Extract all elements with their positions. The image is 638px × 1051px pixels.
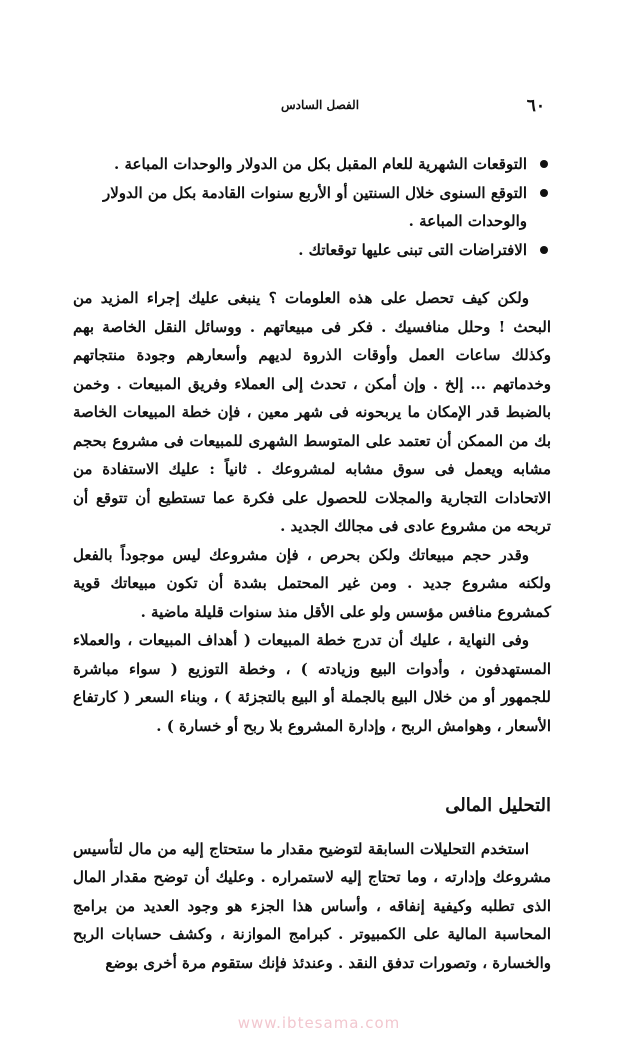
bullet-icon: [540, 246, 548, 254]
page-number: ٦٠: [526, 96, 545, 116]
watermark: www.ibtesama.com: [237, 1014, 401, 1032]
page-body: [73, 150, 551, 977]
paragraph-research: ولكن كيف تحصل على هذه العلومات ؟ ينبغى عليك إجراء المزيد من البحث ! وحلل منافسيك . فكر فى مبيعاتهم . ووسائل النقل الخاصة بهم وكذلك ساعات العمل وأوقات الذروة لديهم وأسعارهم وجودة منتجاتهم وخدماتهم ... إلخ . وإن أمكن ، تحدث إلى العملاء وفريق المبيعات . وخمن بالضبط قدر الإمكان ما يربحونه فى شهر معين ، فإن خطة المبيعات الخاصة بك من الممكن أن تعتمد على المتوسط الشهرى للمبيعات فى مشروع بحجم مشابه ويعمل فى سوق مشابه لمشروعك . ثانياً : عليك الاستفادة من الاتحادات التجارية والمجلات للحصول على فكرة عما تستطيع أن تتوقع أن تربحه من مشروع عادى فى مجالك الجديد .: [73, 289, 551, 535]
paragraph-financial-analysis: استخدم التحليلات السابقة لتوضيح مقدار ما ستحتاج إليه من مال لتأسيس مشروعك وإدارته ، وما تحتاج إليه لاستمراره . وعليك أن توضح مقدار المال الذى تطلبه وكيفية إنفاقه ، وأساس هذا الجزء هو وجود العديد من برامج المحاسبة المالية على الكمبيوتر . كبرامج الموازنة ، وكشف حسابات الربح والخسارة ، وتصورات تدفق النقد . وعندئذ فإنك ستقوم مرة أخرى بوضع: [73, 839, 551, 972]
running-head: [95, 96, 545, 118]
bullet-text: التوقع السنوى خلال السنتين أو الأربع سنوات القادمة بكل من الدولار والوحدات المباعة .: [102, 183, 527, 230]
paragraph-estimate-sales: وقدر حجم مبيعاتك ولكن بحرص ، فإن مشروعك ليس موجوداً بالفعل ولكنه مشروع جديد . ومن غير المحتمل بشدة أن تكون مبيعاتك قوية كمشروع منافس مؤسس ولو على الأقل منذ سنوات قليلة ماضية .: [73, 545, 551, 621]
chapter-title: الفصل السادس: [280, 98, 360, 112]
bullet-item: [73, 236, 551, 265]
bullet-list: [73, 150, 551, 264]
bullet-icon: [540, 160, 548, 168]
paragraph-sales-plan: وفى النهاية ، عليك أن تدرج خطة المبيعات ( أهداف المبيعات ، والعملاء المستهدفون ، وأدوات البيع وزيادته ) ، وخطة التوزيع ( سواء مباشرة للجمهور أو من خلال البيع بالجملة أو البيع بالتجزئة ) ، وبناء السعر ( كارتفاع الأسعار ، وهوامش الربح ، وإدارة المشروع بلا ربح أو خسارة ) .: [73, 631, 551, 735]
section-heading: التحليل المالى: [445, 795, 551, 816]
bullet-text: الافتراضات التى تبنى عليها توقعاتك .: [298, 240, 527, 259]
bullet-item: [73, 150, 551, 179]
bullet-icon: [540, 189, 548, 197]
bullet-item: [73, 179, 551, 236]
bullet-text: التوقعات الشهرية للعام المقبل بكل من الدولار والوحدات المباعة .: [114, 155, 527, 173]
